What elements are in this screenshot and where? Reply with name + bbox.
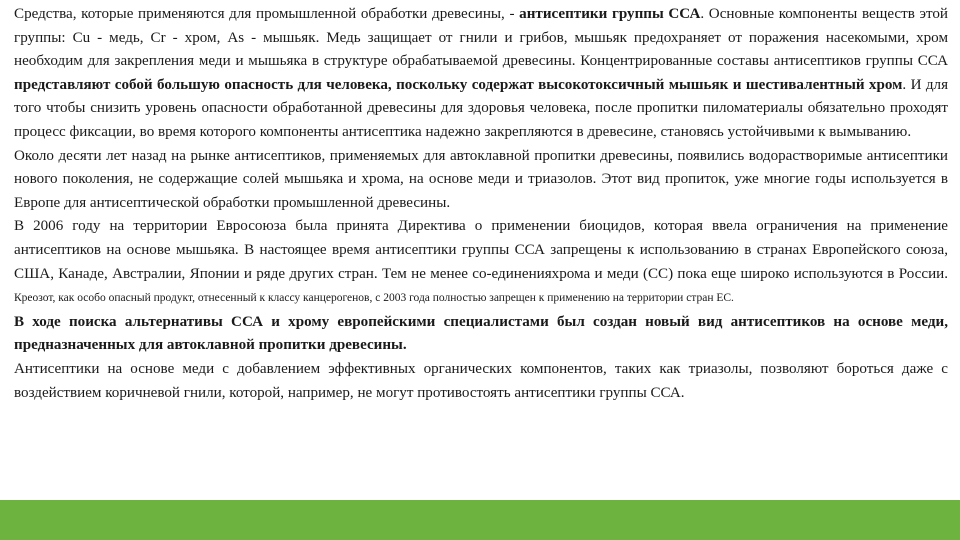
- text-segment: Антисептики на основе меди с добавлением эффективных органических компонентов, таких как триазолы, позволяют бороться даже с воздействием коричневой гнили, которой, например, не могут противостоять антисептики группы ССА.: [14, 360, 948, 401]
- text-segment: В ходе поиска альтернативы ССА и хрому европейскими специалистами был создан новый вид антисептиков на основе меди, предназначенных для автоклавной пропитки древесины.: [14, 313, 948, 354]
- bold-warning: представляют собой большую опасность для человека, поскольку содержат высокотоксичный мышьяк и шестивалентный хром: [14, 76, 903, 93]
- paragraph-cca-antiseptics: [14, 3, 948, 145]
- bold-term: антисептики группы ССА: [519, 6, 701, 22]
- paragraph-eu-directive: [14, 215, 948, 310]
- text-segment: Около десяти лет назад на рынке антисептиков, применяемых для автоклавной пропитки древесины, появились водорастворимые антисептики нового поколения, не содержащие солей мышьяка и хрома, на основе меди и триазолов. Этот вид пропиток, уже многие годы используется в Европе для антисептической обработки промышленной древесины.: [14, 147, 948, 211]
- paragraph-new-generation: [14, 145, 948, 216]
- slide-body-text: [14, 3, 948, 405]
- paragraph-bold-alternative: [14, 311, 948, 358]
- text-segment: . Основные компоненты веществ этой группы: Cu - медь, Cr - хром, As - мышьяк. Медь защищает от гнили и грибов, мышьяк предохраняет от поражения насекомыми, хром необходим для закрепления меди и мышьяка в структуре обрабатываемой древесины. Концентрированные составы антисептиков группы ССА: [14, 6, 948, 70]
- text-segment: Средства, которые применяются для промышленной обработки древесины, -: [14, 6, 520, 22]
- accent-footer-bar: [0, 500, 960, 540]
- text-segment: . И для того чтобы снизить уровень опасности обработанной древесины для здоровья человека, после пропитки пиломатериалы обязательно проходят процесс фиксации, во время которого компоненты антисептика надежно закрепляются в древесине, становясь устойчивыми к вымыванию.: [14, 76, 949, 140]
- paragraph-copper-antiseptics: [14, 358, 948, 405]
- creosote-note: Креозот, как особо опасный продукт, отнесенный к классу канцерогенов, с 2003 года полностью запрещен к применению на территории стран ЕС.: [14, 292, 734, 305]
- text-segment: В 2006 году на территории Евросоюза была принята Директива о применении биоцидов, которая ввела ограничения на применение антисептиков на основе мышьяка. В настоящее время антисептики группы ССА запрещены к использованию в странах Европейского союза, США, Канаде, Австралии, Японии и ряде других стран. Тем не менее со-единенияхрома и меди (СС) пока еще широко используются в России.: [14, 218, 948, 282]
